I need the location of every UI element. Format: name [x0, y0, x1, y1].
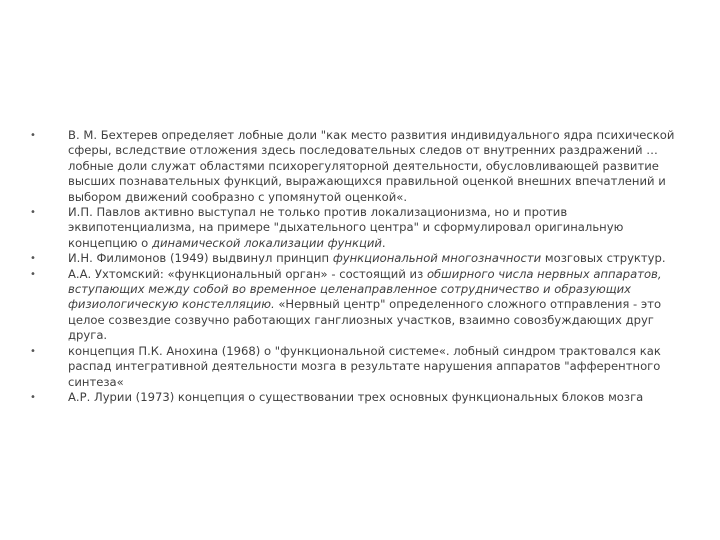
bullet-icon: • [30, 253, 36, 265]
text-segment: А.Р. Лурии (1973) концепция о существовании трех основных функциональных блоков мозга [68, 389, 644, 404]
text-segment: И.Н. Филимонов (1949) выдвинул принцип [68, 251, 333, 266]
list-item [30, 344, 690, 390]
list-item [30, 267, 690, 344]
bullet-icon: • [30, 207, 36, 219]
list-item [30, 390, 690, 405]
text-segment: А.А. Ухтомский: «функциональный орган» - состоящий из [68, 266, 427, 281]
list-item-text [68, 390, 643, 404]
list-item [30, 251, 690, 266]
text-segment: . [381, 235, 386, 250]
text-segment: И.П. Павлов активно выступал не только против локализационизма, но и против эквипотенциализма, на примере "дыхательного центра" и сформулировал оригинальную концепцию о [68, 205, 624, 250]
bullet-icon: • [30, 391, 36, 403]
bullet-icon: • [30, 130, 36, 141]
italic-text-segment: динамической локализации функций [151, 235, 382, 250]
italic-text-segment: обширного числа нервных аппаратов, вступающих между собой во временное целенаправленное сотрудничество и образующих физиологическую констелляцию. [68, 266, 662, 312]
bullet-list [30, 128, 690, 405]
list-item-text [68, 128, 674, 204]
text-segment: концепция П.К. Анохина (1968) о "функциональной системе«. лобный синдром трактовался как распад интегративной деятельности мозга в результате нарушения аппаратов "афферентного синтеза« [68, 343, 661, 389]
text-segment: «Нервный центр" определенного сложного отправления - это целое созвездие созвучно работающих ганглиозных участков, взаимно совозбуждающих друг друга. [68, 297, 662, 343]
list-item-text [68, 267, 662, 343]
text-segment: В. М. Бехтерев определяет лобные доли "как место развития индивидуального ядра психической сферы, вследствие отложения здесь последовательных следов от внутренних раздражений … лобные доли служат областями психорегуляторной деятельности, обусловливающей развитие высших познавательных функций, выражающихся правильной оценкой внешних впечатлений и выбором движений сообразно с упомянутой оценкой«. [68, 128, 675, 204]
bullet-icon: • [30, 345, 36, 357]
list-item-text [68, 205, 623, 250]
list-item [30, 205, 690, 251]
text-segment: мозговых структур. [541, 251, 666, 266]
italic-text-segment: функциональной многозначности [332, 251, 542, 266]
bullet-icon: • [30, 268, 36, 280]
list-item-text [68, 251, 666, 265]
list-item [30, 128, 690, 205]
list-item-text [68, 344, 661, 389]
